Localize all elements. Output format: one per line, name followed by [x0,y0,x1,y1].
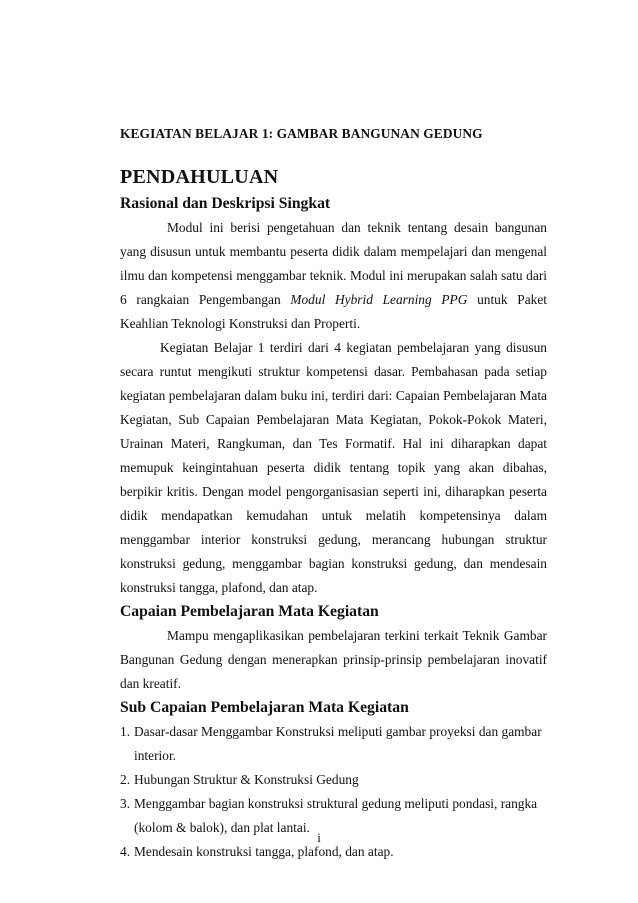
chapter-title: KEGIATAN BELAJAR 1: GAMBAR BANGUNAN GEDUNG [120,126,483,141]
section-heading: PENDAHULUAN [120,166,279,188]
list-item-number: 4. [120,844,131,859]
page-number: i [317,830,321,845]
sub-capaian-heading: Sub Capaian Pembelajaran Mata Kegiatan [120,699,409,716]
capaian-heading: Capaian Pembelajaran Mata Kegiatan [120,603,379,620]
rasional-p1-tail: untuk Paket Keahlian Teknologi Konstruksi dan Properti. [120,292,547,331]
page-content [120,126,547,864]
list-item-number: 1. [120,724,131,739]
list-item-number: 3. [120,796,131,811]
list-item-number: 2. [120,772,131,787]
list-item-text: Hubungan Struktur & Konstruksi Gedung [134,772,359,787]
rasional-paragraph-1 [120,216,547,336]
rasional-p1-italic: Modul Hybrid Learning PPG [290,292,468,307]
rasional-paragraph-2: Kegiatan Belajar 1 terdiri dari 4 kegiatan pembelajaran yang disusun secara runtut mengikuti struktur kompetensi dasar. Pembahasan pada setiap kegiatan pembelajaran dalam buku ini, terdiri dari: Capaian Pembelajaran Mata Kegiatan, Sub Capaian Pembelajaran Mata Kegiatan, Pokok-Pokok Materi, Urainan Materi, Rangkuman, dan Tes Formatif. Hal ini diharapkan dapat memupuk keingintahuan peserta didik tentang topik yang akan dibahas, berpikir kritis. Dengan model pengorganisasian seperti ini, diharapkan peserta didik mendapatkan kemudahan untuk melatih kompetensinya dalam menggambar interior konstruksi gedung, merancang hubungan struktur konstruksi gedung, menggambar bagian konstruksi gedung, dan mendesain konstruksi tangga, plafond, dan atap. [120,340,547,595]
list-item-text: Dasar-dasar Menggambar Konstruksi meliputi gambar proyeksi dan gambar interior. [134,724,542,763]
list-item [120,720,547,768]
rasional-heading: Rasional dan Deskripsi Singkat [120,195,331,212]
rasional-p1-text: Modul ini berisi pengetahuan dan teknik tentang desain bangunan yang disusun untuk membantu peserta didik dalam mempelajari dan mengenal ilmu dan kompetensi menggambar teknik. Modul ini merupakan salah satu dari 6 rangkaian Pengembangan [120,220,547,307]
capaian-paragraph: Mampu mengaplikasikan pembelajaran terkini terkait Teknik Gambar Bangunan Gedung dengan menerapkan prinsip-prinsip pembelajaran inovatif dan kreatif. [120,628,547,691]
list-item [120,768,547,792]
list-item-text: Mendesain konstruksi tangga, plafond, dan atap. [134,844,394,859]
list-item-text: Menggambar bagian konstruksi struktural gedung meliputi pondasi, rangka (kolom & balok), dan plat lantai. [134,796,538,835]
